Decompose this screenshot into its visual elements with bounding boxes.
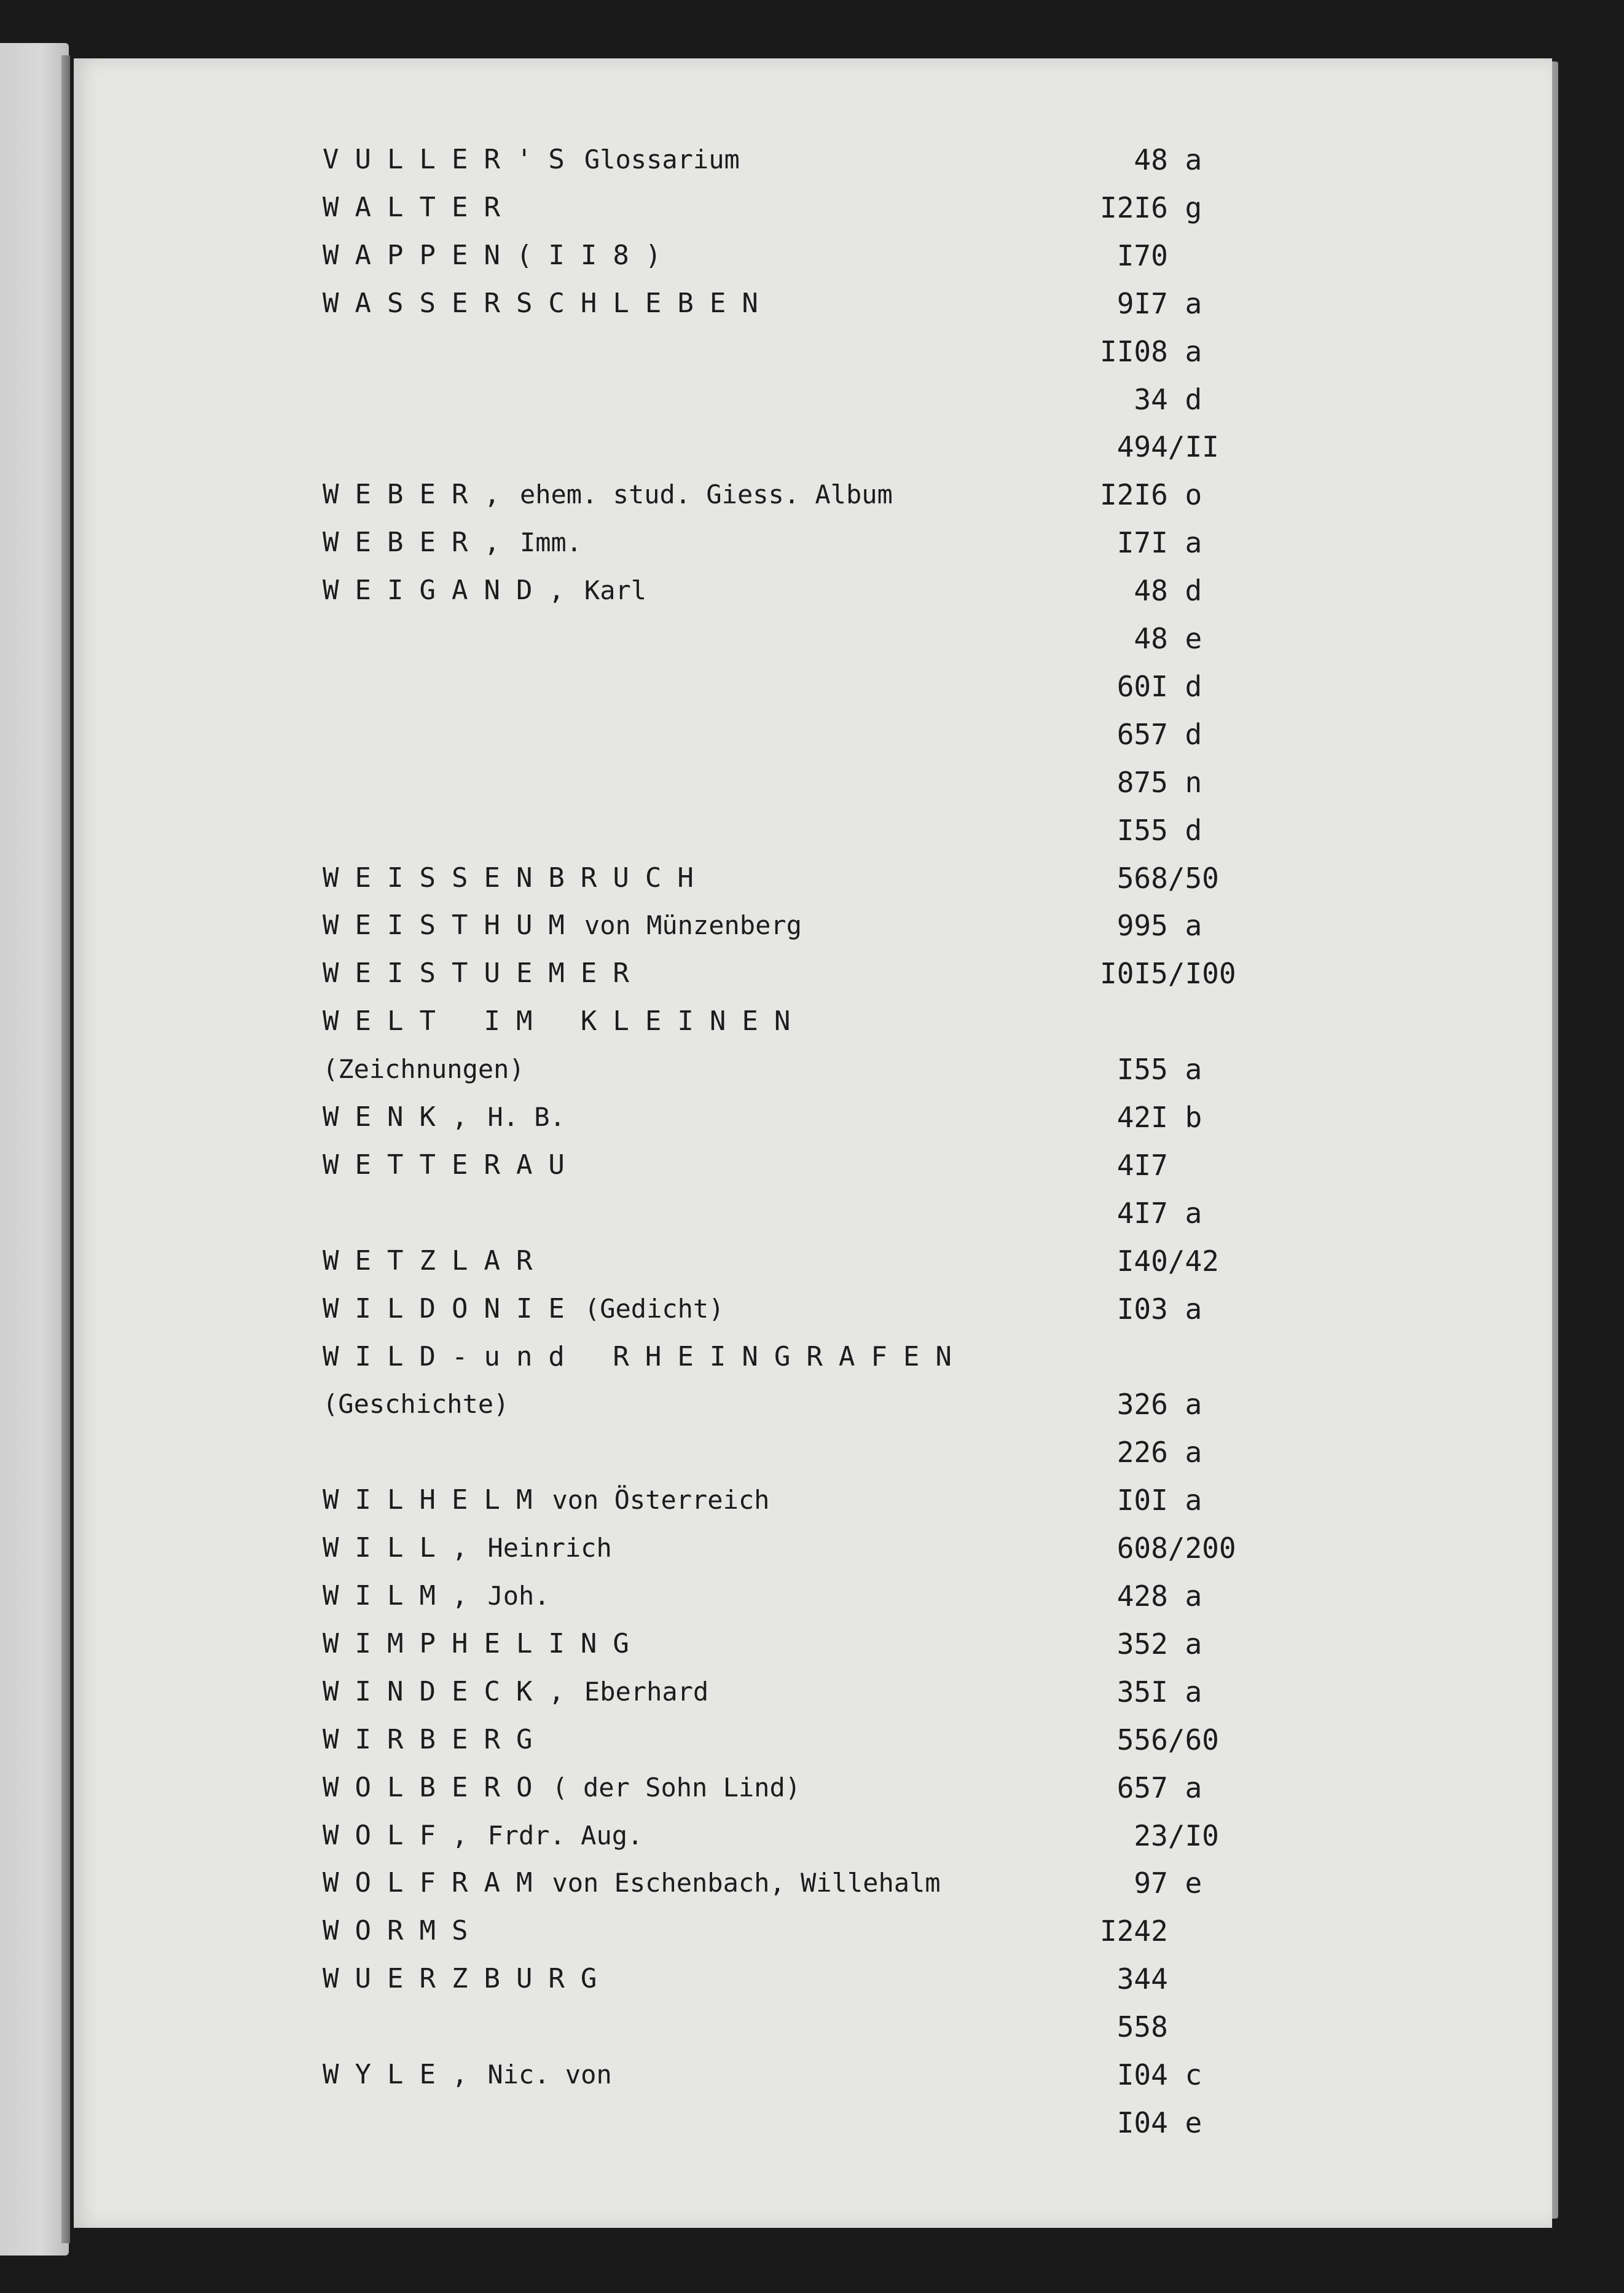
entry-name: WILD-und RHEINGRAFEN [323, 1340, 968, 1372]
entry-note: Karl [584, 575, 647, 606]
entry-label [323, 1339, 968, 1375]
entry-label [323, 189, 516, 226]
entry-label [323, 141, 740, 178]
index-entry [74, 1954, 1552, 2002]
index-entry [74, 2002, 1552, 2050]
entry-reference: 326 a [1100, 1388, 1202, 1422]
index-entry [74, 1858, 1552, 1906]
entry-label [323, 860, 710, 897]
entry-name: WEISTHUM [323, 910, 581, 942]
entry-name: WYLE, [323, 2059, 484, 2090]
index-entry [74, 1715, 1552, 1763]
entry-reference: 48 e [1100, 622, 1202, 655]
entry-reference: 48 a [1100, 143, 1202, 176]
entry-reference: I03 a [1100, 1292, 1202, 1326]
entry-reference: 556/60 [1100, 1723, 1219, 1756]
entry-label [323, 1147, 581, 1184]
entry-label [323, 955, 645, 992]
entry-reference: I70 [1100, 238, 1168, 272]
entry-reference: 352 a [1100, 1627, 1202, 1661]
entry-note: von Österreich [552, 1485, 770, 1516]
index-entry [74, 1524, 1552, 1571]
entry-label [323, 1769, 801, 1806]
entry-label [323, 1003, 806, 1040]
entry-name: WOLFRAM [323, 1867, 549, 1899]
entry-reference: 4I7 a [1100, 1196, 1202, 1230]
entry-reference: I0I5/I00 [1100, 957, 1236, 991]
index-entry [74, 1763, 1552, 1811]
entry-note: Heinrich [487, 1533, 612, 1563]
entry-note: von Münzenberg [584, 910, 802, 941]
entry-reference: 608/200 [1100, 1532, 1236, 1565]
entry-label [323, 524, 582, 561]
index-entry [74, 1619, 1552, 1667]
entry-note: (Zeichnungen) [323, 1054, 525, 1085]
facing-page-edge [0, 43, 69, 2256]
entry-label [323, 1099, 565, 1136]
index-entry [74, 2098, 1552, 2146]
index-entry [74, 854, 1552, 902]
entry-label [323, 572, 646, 609]
entry-name: WILDONIE [323, 1292, 581, 1324]
entry-reference: 344 [1100, 1962, 1168, 1996]
entry-name: WENK, [323, 1101, 484, 1133]
entry-name: WASSERSCHLEBEN [323, 287, 774, 319]
entry-name: WALTER [323, 191, 516, 223]
entry-note: (Geschichte) [323, 1389, 509, 1420]
entry-name: WORMS [323, 1915, 484, 1947]
entry-reference: I55 a [1100, 1053, 1202, 1087]
index-entry [74, 662, 1552, 710]
index-entry [74, 327, 1552, 375]
index-entry [74, 997, 1552, 1045]
entry-reference: I40/42 [1100, 1244, 1219, 1278]
index-entry [74, 1667, 1552, 1715]
index-entry [74, 1045, 1552, 1093]
index-entry [74, 566, 1552, 614]
index-entry [74, 901, 1552, 949]
entry-reference: 97 e [1100, 1866, 1202, 1900]
index-entry [74, 375, 1552, 423]
entry-reference: 428 a [1100, 1579, 1202, 1613]
index-entry [74, 183, 1552, 231]
index-entry [74, 1189, 1552, 1237]
index-entry [74, 614, 1552, 662]
index-entry [74, 279, 1552, 327]
index-entry [74, 710, 1552, 758]
entry-reference: 48 d [1100, 574, 1202, 608]
entry-reference: I55 d [1100, 813, 1202, 847]
entry-label [323, 1913, 484, 1949]
index-entry [74, 806, 1552, 854]
entry-reference: II08 a [1100, 334, 1202, 368]
entry-name: WILL, [323, 1532, 484, 1564]
entry-label [323, 1530, 612, 1567]
entry-note: Nic. von [487, 2059, 612, 2090]
entry-reference: I0I a [1100, 1484, 1202, 1517]
entry-note: Imm. [519, 527, 583, 558]
entry-name: WIRBERG [323, 1723, 549, 1755]
index-entry [74, 2050, 1552, 2098]
entry-reference: I04 c [1100, 2058, 1202, 2091]
index-entry [74, 1380, 1552, 1428]
entry-name: WEISTUEMER [323, 958, 645, 989]
entry-reference: I7I a [1100, 526, 1202, 560]
entry-label [323, 1626, 645, 1662]
entry-reference: 568/50 [1100, 861, 1219, 895]
entry-note: von Eschenbach, Willehalm [552, 1868, 941, 1898]
entry-note: (Gedicht) [584, 1293, 724, 1324]
index-entry [74, 1284, 1552, 1332]
entry-reference: 60I d [1100, 669, 1202, 703]
entry-label [323, 476, 893, 513]
index-entry [74, 1571, 1552, 1619]
entry-label [323, 237, 677, 274]
entry-label [323, 1291, 724, 1327]
index-entry [74, 1811, 1552, 1859]
entry-name: WETZLAR [323, 1245, 549, 1276]
entry-name: WILM, [323, 1580, 484, 1611]
entry-name: WEBER, [323, 479, 516, 511]
index-page [74, 58, 1552, 2228]
entry-name: WETTERAU [323, 1149, 581, 1181]
index-entry [74, 422, 1552, 470]
entry-name: WEBER, [323, 527, 516, 559]
index-entry [74, 949, 1552, 997]
entry-label [323, 1721, 548, 1758]
index-entry [74, 758, 1552, 806]
entry-label [323, 1482, 769, 1519]
entry-reference: 995 a [1100, 909, 1202, 943]
index-entry [74, 518, 1552, 566]
entry-name: WUERZBURG [323, 1963, 613, 1995]
index-entry [74, 1093, 1552, 1141]
index-entry [74, 1476, 1552, 1524]
index-entry [74, 1237, 1552, 1284]
index-entry [74, 470, 1552, 518]
entry-label [323, 1865, 941, 1902]
entry-label [323, 1817, 643, 1854]
entry-name: WILHELM [323, 1484, 549, 1516]
entry-label [323, 907, 802, 944]
entry-name: WOLF, [323, 1819, 484, 1851]
entry-label [323, 1386, 509, 1423]
entry-name: WEISSENBRUCH [323, 862, 710, 894]
index-entry [74, 1428, 1552, 1476]
entry-label [323, 1961, 613, 1997]
entry-note: Eberhard [584, 1676, 709, 1707]
entry-reference: I2I6 g [1100, 191, 1202, 224]
entry-note: Joh. [487, 1581, 550, 1611]
entry-label [323, 1578, 550, 1615]
entry-reference: 494/II [1100, 430, 1219, 464]
entry-name: WELT IM KLEINEN [323, 1005, 807, 1037]
entry-name: WAPPEN(II8) [323, 239, 678, 271]
entry-note: ehem. stud. Giess. Album [519, 479, 893, 510]
entry-label [323, 1243, 548, 1280]
entry-note: ( der Sohn Lind) [552, 1772, 801, 1803]
entry-reference: I2I6 o [1100, 478, 1202, 512]
entry-label [323, 285, 774, 322]
entry-reference: 657 d [1100, 717, 1202, 751]
entry-reference: I242 [1100, 1914, 1168, 1948]
entry-reference: 42I b [1100, 1101, 1202, 1134]
entry-note: H. B. [487, 1102, 565, 1132]
entry-reference: 657 a [1100, 1771, 1202, 1804]
entry-reference: 4I7 [1100, 1148, 1168, 1182]
entry-name: WIMPHELING [323, 1627, 645, 1659]
index-entry [74, 135, 1552, 183]
entry-name: VULLER'S [323, 144, 581, 175]
entry-name: WINDECK, [323, 1675, 581, 1707]
entry-reference: 9I7 a [1100, 286, 1202, 320]
entry-label [323, 1674, 708, 1710]
index-entry [74, 1141, 1552, 1189]
entry-note: Glossarium [584, 144, 740, 175]
entry-label [323, 1051, 525, 1088]
entry-reference: 558 [1100, 2010, 1168, 2044]
index-entry [74, 1906, 1552, 1954]
index-entry [74, 231, 1552, 279]
entry-reference: 34 d [1100, 382, 1202, 416]
entry-label [323, 2056, 612, 2093]
entry-note: Frdr. Aug. [487, 1820, 643, 1851]
entry-name: WOLBERO [323, 1771, 549, 1803]
entry-reference: 23/I0 [1100, 1819, 1219, 1852]
entry-name: WEIGAND, [323, 575, 581, 607]
index-entry [74, 1332, 1552, 1380]
entry-reference: 226 a [1100, 1436, 1202, 1469]
entry-reference: 875 n [1100, 765, 1202, 799]
entry-reference: 35I a [1100, 1675, 1202, 1709]
entry-reference: I04 e [1100, 2106, 1202, 2139]
book-gutter [61, 55, 70, 2243]
